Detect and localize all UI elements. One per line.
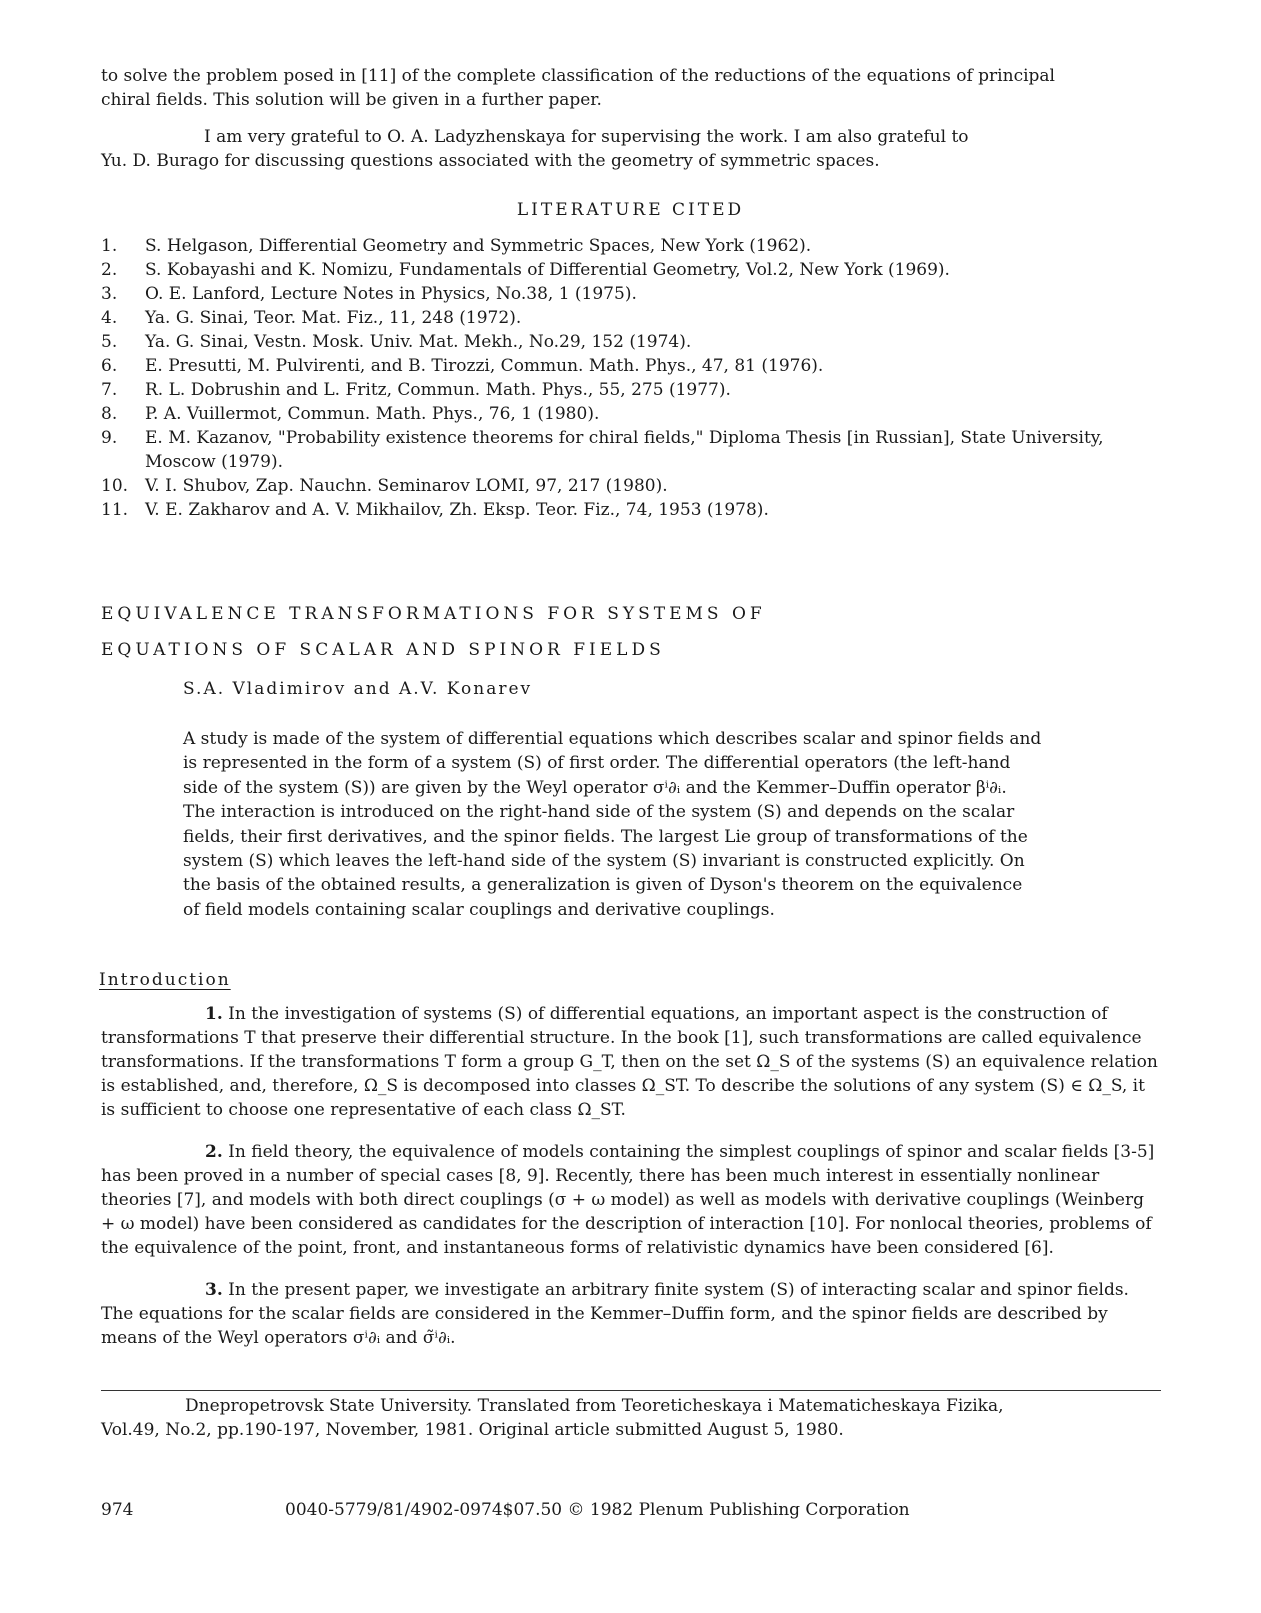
section-heading: Introduction xyxy=(99,970,231,990)
paragraph-number: 1. xyxy=(205,1004,223,1024)
continued-paragraph xyxy=(101,64,1161,112)
reference-text: S. Helgason, Differential Geometry and Symmetric Spaces, New York (1962). xyxy=(145,236,812,256)
article-authors: S.A. Vladimirov and A.V. Konarev xyxy=(183,679,533,699)
reference-number: 4. xyxy=(101,308,118,328)
reference-number: 9. xyxy=(101,428,118,448)
paragraph-number: 2. xyxy=(205,1142,223,1162)
reference-item xyxy=(101,378,1161,402)
reference-number: 7. xyxy=(101,380,118,400)
reference-text: E. M. Kazanov, "Probability existence theorems for chiral fields," Diploma Thesis [in Russian], State University, Moscow (1979). xyxy=(145,428,1104,472)
reference-text: R. L. Dobrushin and L. Fritz, Commun. Math. Phys., 55, 275 (1977). xyxy=(145,380,731,400)
article-title xyxy=(101,596,766,668)
page-number: 974 xyxy=(101,1500,134,1520)
reference-number: 10. xyxy=(101,476,129,496)
reference-number: 2. xyxy=(101,260,118,280)
reference-item xyxy=(101,330,1161,354)
reference-item xyxy=(101,474,1161,498)
reference-text: Ya. G. Sinai, Vestn. Mosk. Univ. Mat. Mekh., No.29, 152 (1974). xyxy=(145,332,692,352)
text-line: chiral fields. This solution will be given in a further paper. xyxy=(101,90,602,110)
reference-item xyxy=(101,234,1161,258)
literature-heading: LITERATURE CITED xyxy=(516,200,745,220)
reference-list xyxy=(101,234,1161,522)
reference-text: P. A. Vuillermot, Commun. Math. Phys., 76, 1 (1980). xyxy=(145,404,600,424)
reference-number: 3. xyxy=(101,284,118,304)
reference-item xyxy=(101,306,1161,330)
title-line: EQUATIONS OF SCALAR AND SPINOR FIELDS xyxy=(101,640,665,660)
title-line: EQUIVALENCE TRANSFORMATIONS FOR SYSTEMS OF xyxy=(101,604,766,624)
body-text xyxy=(101,1002,1161,1368)
reference-text: E. Presutti, M. Pulvirenti, and B. Tirozzi, Commun. Math. Phys., 47, 81 (1976). xyxy=(145,356,824,376)
footnote xyxy=(101,1394,1161,1442)
paragraph-number: 3. xyxy=(205,1280,223,1300)
reference-item xyxy=(101,354,1161,378)
reference-text: S. Kobayashi and K. Nomizu, Fundamentals of Differential Geometry, Vol.2, New York (1969). xyxy=(145,260,950,280)
reference-number: 8. xyxy=(101,404,118,424)
text-line: Yu. D. Burago for discussing questions associated with the geometry of symmetric spaces. xyxy=(101,151,880,171)
reference-item xyxy=(101,282,1161,306)
reference-number: 1. xyxy=(101,236,118,256)
text-line: Dnepropetrovsk State University. Translated from Teoreticheskaya i Matematicheskaya Fizika, xyxy=(185,1396,1004,1416)
paragraph-text: In field theory, the equivalence of models containing the simplest couplings of spinor and scalar fields [3-5] has been proved in a number of special cases [8, 9]. Recently, there has been much interest in essentially nonlinear theories [7], and models with both direct couplings (σ + ω model) as well as models with derivative couplings (Weinberg + ω model) have been considered as candidates for the description of interaction [10]. For nonlocal theories, problems of the equivalence of the point, front, and instantaneous forms of relativistic dynamics have been considered [6]. xyxy=(101,1142,1155,1258)
reference-text: V. E. Zakharov and A. V. Mikhailov, Zh. Eksp. Teor. Fiz., 74, 1953 (1978). xyxy=(145,500,769,520)
reference-number: 11. xyxy=(101,500,129,520)
abstract: A study is made of the system of differential equations which describes scalar and spinor fields and is represented in the form of a system (S) of first order. The differential operators (the left-hand side of the system (S)) are given by the Weyl operator σⁱ∂ᵢ and the Kemmer–Duffin operator βⁱ∂ᵢ. The interaction is introduced on the right-hand side of the system (S) and depends on the scalar fields, their first derivatives, and the spinor fields. The largest Lie group of transformations of the system (S) which leaves the left-hand side of the system (S) invariant is constructed explicitly. On the basis of the obtained results, a generalization is given of Dyson's theorem on the equivalence of field models containing scalar couplings and derivative couplings. xyxy=(183,729,1042,920)
copyright-line: 0040-5779/81/4902-0974$07.50 © 1982 Plenum Publishing Corporation xyxy=(285,1500,910,1520)
paragraph xyxy=(101,1002,1161,1122)
reference-item xyxy=(101,402,1161,426)
text-line: Vol.49, No.2, pp.190-197, November, 1981. Original article submitted August 5, 1980. xyxy=(101,1420,844,1440)
reference-item xyxy=(101,498,1161,522)
paragraph xyxy=(101,1278,1161,1350)
reference-text: V. I. Shubov, Zap. Nauchn. Seminarov LOMI, 97, 217 (1980). xyxy=(145,476,668,496)
reference-item xyxy=(101,258,1161,282)
reference-item xyxy=(101,426,1161,474)
footnote-rule xyxy=(101,1390,1161,1391)
reference-number: 5. xyxy=(101,332,118,352)
paragraph xyxy=(101,1140,1161,1260)
reference-text: Ya. G. Sinai, Teor. Mat. Fiz., 11, 248 (1972). xyxy=(145,308,522,328)
text-line: I am very grateful to O. A. Ladyzhenskaya for supervising the work. I am also grateful to xyxy=(204,127,969,147)
reference-text: O. E. Lanford, Lecture Notes in Physics, No.38, 1 (1975). xyxy=(145,284,637,304)
paragraph-text: In the present paper, we investigate an arbitrary finite system (S) of interacting scalar and spinor fields. The equations for the scalar fields are considered in the Kemmer–Duffin form, and the spinor fields are described by means of the Weyl operators σⁱ∂ᵢ and σ̃ⁱ∂ᵢ. xyxy=(101,1280,1129,1348)
text-line: to solve the problem posed in [11] of the complete classification of the reductions of the equations of principal xyxy=(101,66,1055,86)
acknowledgement xyxy=(101,125,1161,173)
reference-number: 6. xyxy=(101,356,118,376)
paragraph-text: In the investigation of systems (S) of differential equations, an important aspect is the construction of transformations T that preserve their differential structure. In the book [1], such transformations are called equivalence transformations. If the transformations T form a group G_T, then on the set Ω_S of the systems (S) an equivalence relation is established, and, therefore, Ω_S is decomposed into classes Ω_ST. To describe the solutions of any system (S) ∈ Ω_S, it is sufficient to choose one representative of each class Ω_ST. xyxy=(101,1004,1158,1120)
